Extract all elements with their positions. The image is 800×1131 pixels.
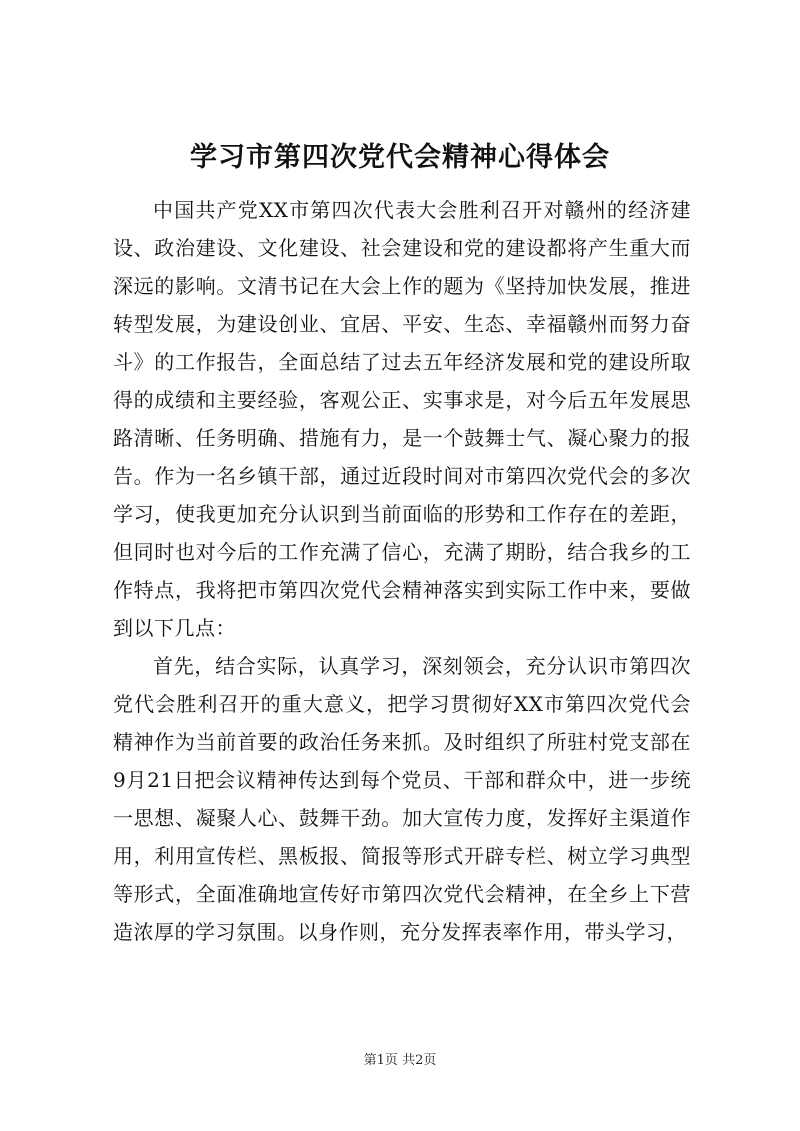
page-total: 共2页: [402, 1053, 437, 1068]
document-title: 学习市第四次党代会精神心得体会: [190, 142, 610, 173]
page-footer: [0, 1052, 800, 1070]
paragraph-first-point: 首先，结合实际，认真学习，深刻领会，充分认识市第四次党代会胜利召开的重大意义，把学习贯彻好XX市第四次党代会精神作为当前首要的政治任务来抓。及时组织了所驻村党支部在9月21日把会议精神传达到每个党员、干部和群众中，进一步统一思想、凝聚人心、鼓舞干劲。加大宣传力度，发挥好主渠道作用，利用宣传栏、黑板报、简报等形式开辟专栏、树立学习典型等形式，全面准确地宣传好市第四次党代会精神，在全乡上下营造浓厚的学习氛围。以身作则，充分发挥表率作用，带头学习，: [113, 654, 691, 944]
document-body: [113, 191, 691, 951]
page-number: 第1页: [363, 1053, 398, 1068]
paragraph-intro: 中国共产党XX市第四次代表大会胜利召开对赣州的经济建设、政治建设、文化建设、社会建设和党的建设都将产生重大而深远的影响。文清书记在大会上作的题为《坚持加快发展，推进转型发展，为建设创业、宜居、平安、生态、幸福赣州而努力奋斗》的工作报告，全面总结了过去五年经济发展和党的建设所取得的成绩和主要经验，客观公正、实事求是，对今后五年发展思路清晰、任务明确、措施有力，是一个鼓舞士气、凝心聚力的报告。作为一名乡镇干部，通过近段时间对市第四次党代会的多次学习，使我更加充分认识到当前面临的形势和工作存在的差距，但同时也对今后的工作充满了信心，充满了期盼，结合我乡的工作特点，我将把市第四次党代会精神落实到实际工作中来，要做到以下几点：: [113, 198, 691, 640]
